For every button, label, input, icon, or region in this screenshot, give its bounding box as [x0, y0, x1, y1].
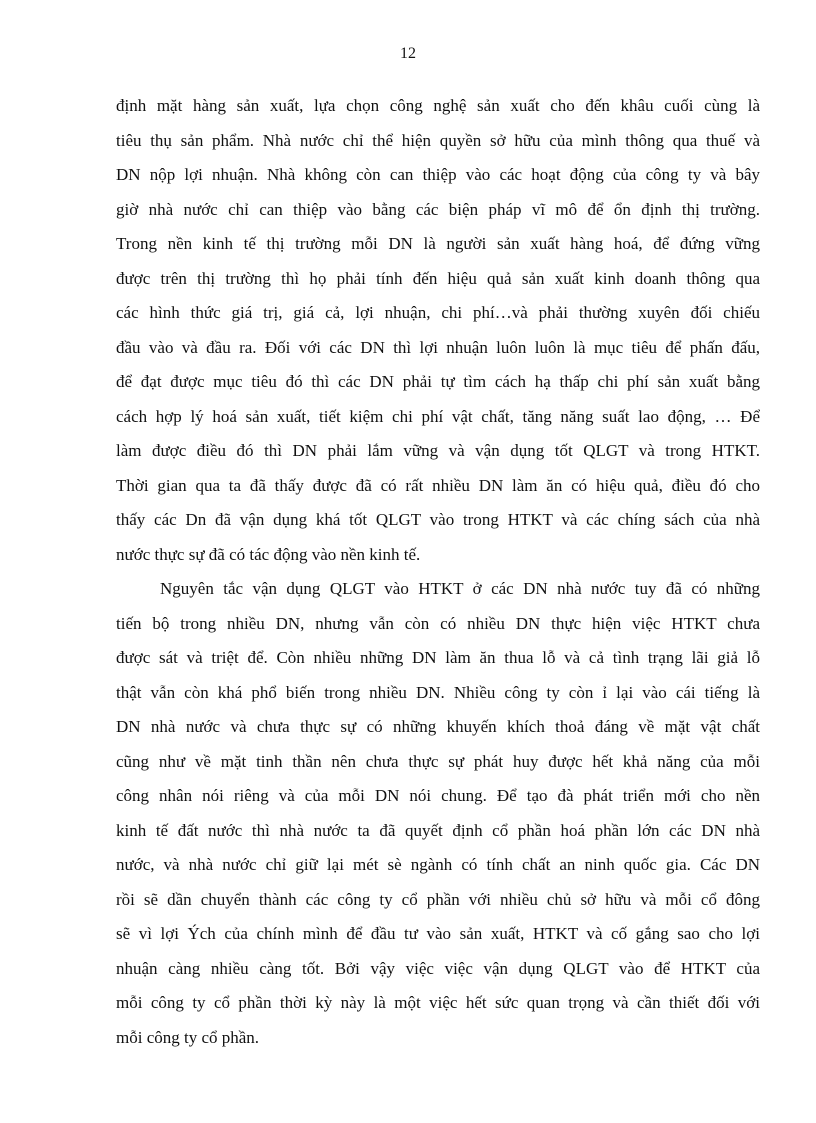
text-line: được sát và triệt để. Còn nhiều những DN làm ăn thua lỗ và cả tình trạng lãi giả lỗ: [116, 648, 760, 667]
text-line: DN nhà nước và chưa thực sự có những khuyến khích thoả đáng về mặt vật chất: [116, 717, 760, 736]
text-line: nước, và nhà nước chỉ giữ lại mét sè ngành có tính chất an ninh quốc gia. Các DN: [116, 855, 760, 874]
text-line: các hình thức giá trị, giá cả, lợi nhuận, chi phí…và phải thường xuyên đối chiếu: [116, 303, 760, 322]
text-line: công nhân nói riêng và của mỗi DN nói chung. Để tạo đà phát triển mới cho nền: [116, 786, 760, 805]
text-line: nước thực sự đã có tác động vào nền kinh tế.: [116, 544, 421, 564]
text-line: rồi sẽ dần chuyển thành các công ty cổ phần với nhiều chủ sở hữu và mỗi cổ đông: [116, 889, 760, 909]
text-line: định mặt hàng sản xuất, lựa chọn công nghệ sản xuất cho đến khâu cuối cùng là: [116, 96, 760, 115]
text-line: mỗi công ty cổ phần.: [116, 1027, 260, 1047]
text-line: thật vẫn còn khá phổ biến trong nhiều DN. Nhiều công ty còn ỉ lại vào cái tiếng là: [116, 682, 760, 702]
text-line: kinh tế đất nước thì nhà nước ta đã quyết định cổ phần hoá phần lớn các DN nhà: [116, 820, 760, 840]
text-line: nhuận càng nhiều càng tốt. Bởi vậy việc việc vận dụng QLGT vào để HTKT của: [116, 958, 760, 978]
text-line: Trong nền kinh tế thị trường mỗi DN là người sản xuất hàng hoá, để đứng vững: [116, 234, 760, 253]
text-line: Nguyên tắc vận dụng QLGT vào HTKT ở các DN nhà nước tuy đã có những: [160, 579, 760, 598]
paragraph-1: [116, 89, 760, 572]
text-line: DN nộp lợi nhuận. Nhà không còn can thiệp vào các hoạt động của công ty và bây: [116, 165, 760, 184]
text-line: để đạt được mục tiêu đó thì các DN phải tự tìm cách hạ thấp chi phí sản xuất bằng: [116, 372, 760, 391]
text-line: làm được điều đó thì DN phải lắm vững và vận dụng tốt QLGT và trong HTKT.: [116, 441, 760, 460]
text-line: sẽ vì lợi Ých của chính mình để đầu tư vào sản xuất, HTKT và cố gắng sao cho lợi: [116, 924, 760, 943]
paragraph-2: [116, 572, 760, 1055]
text-line: cách hợp lý hoá sản xuất, tiết kiệm chi phí vật chất, tăng năng suất lao động, … Để: [116, 406, 760, 426]
text-line: cũng như về mặt tinh thần nên chưa thực sự phát huy được hết khả năng của mỗi: [116, 751, 760, 771]
text-line: đầu vào và đầu ra. Đối với các DN thì lợi nhuận luôn luôn là mục tiêu để phấn đấu,: [116, 337, 760, 357]
page-number: 12: [400, 45, 416, 62]
text-line: mỗi công ty cổ phần thời kỳ này là một việc hết sức quan trọng và cần thiết đối với: [116, 993, 760, 1012]
text-line: giờ nhà nước chỉ can thiệp vào bằng các biện pháp vĩ mô để ổn định thị trường.: [116, 199, 760, 219]
text-line: Thời gian qua ta đã thấy được đã có rất nhiều DN làm ăn có hiệu quả, điều đó cho: [116, 475, 760, 495]
text-line: tiến bộ trong nhiều DN, nhưng vẫn còn có nhiều DN thực hiện việc HTKT chưa: [116, 613, 760, 633]
text-line: thấy các Dn đã vận dụng khá tốt QLGT vào trong HTKT và các chíng sách của nhà: [116, 510, 760, 529]
text-line: được trên thị trường thì họ phải tính đến hiệu quả sản xuất kinh doanh thông qua: [116, 268, 760, 288]
text-line: tiêu thụ sản phẩm. Nhà nước chỉ thể hiện quyền sở hữu của mình thông qua thuế và: [116, 130, 760, 150]
body-text: [116, 89, 760, 1055]
